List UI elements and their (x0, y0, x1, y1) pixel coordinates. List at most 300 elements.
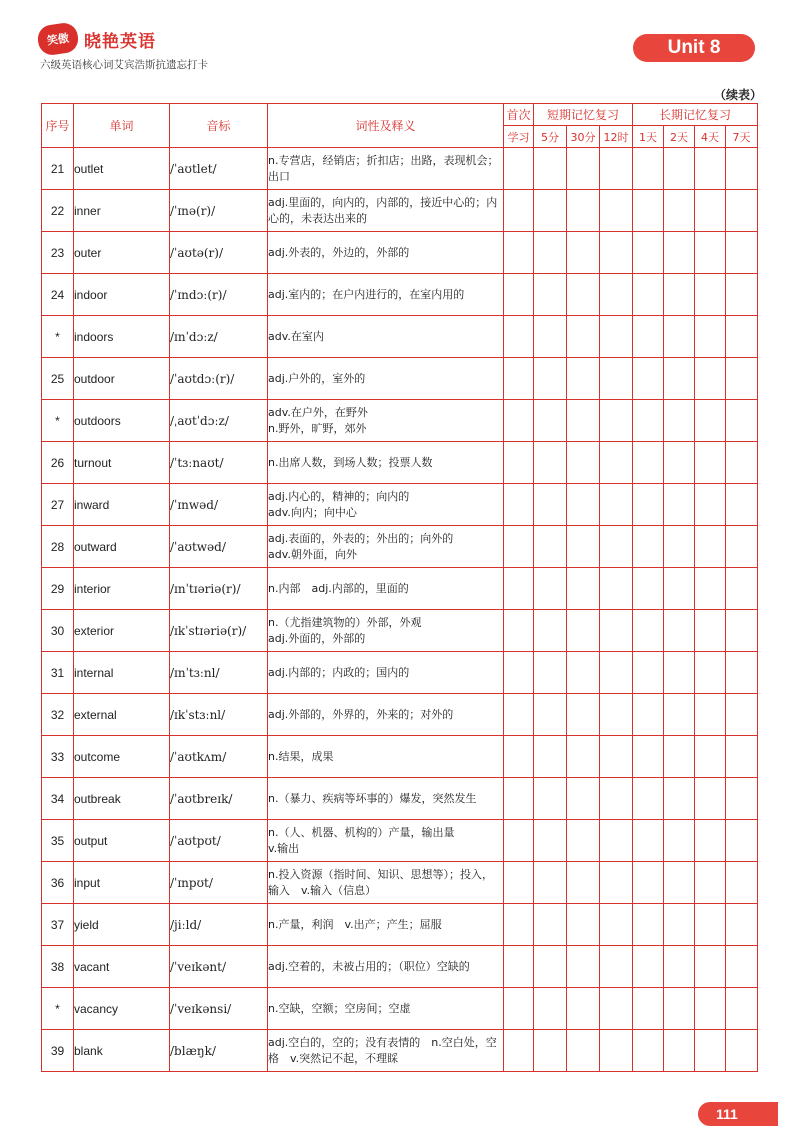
header-seq: 序号 (42, 104, 74, 148)
checkin-box[interactable] (726, 988, 758, 1030)
table-row (42, 988, 758, 1030)
checkin-box[interactable] (695, 652, 726, 694)
page-number: 111 (698, 1102, 778, 1126)
table-row (42, 946, 758, 988)
checkin-box[interactable] (633, 610, 664, 652)
table-row (42, 904, 758, 946)
table-row (42, 736, 758, 778)
header-30min: 30分 (567, 126, 600, 148)
checkin-box[interactable] (726, 274, 758, 316)
checkin-box[interactable] (726, 652, 758, 694)
checkin-box[interactable] (504, 652, 534, 694)
continued-label: （续表） (714, 88, 763, 102)
checkin-box[interactable] (504, 484, 534, 526)
table-row (42, 316, 758, 358)
checkin-box[interactable] (504, 232, 534, 274)
word-cell: outbreak (74, 778, 170, 820)
checkin-box[interactable] (695, 526, 726, 568)
checkin-box[interactable] (695, 484, 726, 526)
definition-cell: n.内部 adj.内部的，里面的 (268, 568, 504, 610)
checkin-box[interactable] (726, 904, 758, 946)
word-cell: outlet (74, 148, 170, 190)
header-long-term: 长期记忆复习 (633, 104, 758, 126)
checkin-box[interactable] (695, 274, 726, 316)
phonetic-cell: /ˌaʊtˈdɔːz/ (170, 400, 268, 442)
word-cell: interior (74, 568, 170, 610)
row-number: 21 (42, 148, 74, 190)
table-row (42, 694, 758, 736)
checkin-box[interactable] (504, 904, 534, 946)
definition-cell: adj.空白的，空的；没有表情的 n.空白处，空格 v.突然记不起，不理睬 (268, 1030, 504, 1072)
definition-cell: adj.外表的，外边的，外部的 (268, 232, 504, 274)
checkin-box[interactable] (600, 610, 633, 652)
checkin-box[interactable] (600, 1030, 633, 1072)
row-number: 30 (42, 610, 74, 652)
checkin-box[interactable] (664, 904, 695, 946)
checkin-box[interactable] (695, 862, 726, 904)
checkin-box[interactable] (504, 358, 534, 400)
definition-cell: n.（尤指建筑物的）外部，外观 adj.外面的，外部的 (268, 610, 504, 652)
brand-name: 晓艳英语 (84, 31, 156, 52)
checkin-box[interactable] (726, 484, 758, 526)
checkin-box[interactable] (726, 862, 758, 904)
checkin-box[interactable] (504, 568, 534, 610)
checkin-box[interactable] (695, 568, 726, 610)
header-4day: 4天 (695, 126, 726, 148)
checkin-box[interactable] (633, 694, 664, 736)
checkin-box[interactable] (567, 526, 600, 568)
checkin-box[interactable] (567, 484, 600, 526)
checkin-box[interactable] (504, 148, 534, 190)
checkin-box[interactable] (534, 736, 567, 778)
checkin-box[interactable] (664, 274, 695, 316)
definition-cell: n.产量，利润 v.出产；产生；屈服 (268, 904, 504, 946)
row-number: * (42, 988, 74, 1030)
phonetic-cell: /ˈaʊtkʌm/ (170, 736, 268, 778)
checkin-box[interactable] (695, 232, 726, 274)
checkin-box[interactable] (695, 190, 726, 232)
checkin-box[interactable] (600, 988, 633, 1030)
checkin-box[interactable] (600, 694, 633, 736)
checkin-box[interactable] (633, 820, 664, 862)
row-number: 38 (42, 946, 74, 988)
word-cell: outward (74, 526, 170, 568)
phonetic-cell: /ˈaʊtlet/ (170, 148, 268, 190)
checkin-box[interactable] (695, 988, 726, 1030)
checkin-box[interactable] (534, 904, 567, 946)
checkin-box[interactable] (726, 442, 758, 484)
checkin-box[interactable] (726, 400, 758, 442)
checkin-box[interactable] (695, 358, 726, 400)
phonetic-cell: /ɪkˈstɪəriə(r)/ (170, 610, 268, 652)
checkin-box[interactable] (726, 694, 758, 736)
checkin-box[interactable] (695, 400, 726, 442)
checkin-box[interactable] (534, 946, 567, 988)
checkin-box[interactable] (633, 778, 664, 820)
checkin-box[interactable] (567, 862, 600, 904)
word-cell: vacant (74, 946, 170, 988)
checkin-box[interactable] (504, 316, 534, 358)
phonetic-cell: /ɪkˈstɜːnl/ (170, 694, 268, 736)
checkin-box[interactable] (633, 904, 664, 946)
row-number: 26 (42, 442, 74, 484)
checkin-box[interactable] (633, 316, 664, 358)
phonetic-cell: /ɪnˈtɪəriə(r)/ (170, 568, 268, 610)
row-number: 39 (42, 1030, 74, 1072)
checkin-box[interactable] (664, 484, 695, 526)
word-cell: external (74, 694, 170, 736)
checkin-box[interactable] (664, 946, 695, 988)
checkin-box[interactable] (695, 820, 726, 862)
row-number: 24 (42, 274, 74, 316)
checkin-box[interactable] (600, 148, 633, 190)
checkin-box[interactable] (600, 652, 633, 694)
checkin-box[interactable] (600, 400, 633, 442)
table-row (42, 190, 758, 232)
phonetic-cell: /ˈtɜːnaʊt/ (170, 442, 268, 484)
table-row (42, 274, 758, 316)
checkin-box[interactable] (633, 442, 664, 484)
checkin-box[interactable] (567, 820, 600, 862)
checkin-box[interactable] (534, 1030, 567, 1072)
checkin-box[interactable] (695, 904, 726, 946)
checkin-box[interactable] (695, 946, 726, 988)
checkin-box[interactable] (567, 1030, 600, 1072)
definition-cell: n.结果，成果 (268, 736, 504, 778)
checkin-box[interactable] (600, 442, 633, 484)
checkin-box[interactable] (600, 232, 633, 274)
checkin-box[interactable] (600, 904, 633, 946)
definition-cell: adj.表面的，外表的；外出的；向外的 adv.朝外面，向外 (268, 526, 504, 568)
header-word: 单词 (74, 104, 170, 148)
word-cell: turnout (74, 442, 170, 484)
word-cell: outer (74, 232, 170, 274)
checkin-box[interactable] (600, 568, 633, 610)
checkin-box[interactable] (600, 526, 633, 568)
checkin-box[interactable] (664, 820, 695, 862)
checkin-box[interactable] (633, 526, 664, 568)
phonetic-cell: /jiːld/ (170, 904, 268, 946)
checkin-box[interactable] (504, 820, 534, 862)
word-cell: inner (74, 190, 170, 232)
definition-cell: n.出席人数，到场人数；投票人数 (268, 442, 504, 484)
checkin-box[interactable] (633, 148, 664, 190)
checkin-box[interactable] (567, 442, 600, 484)
checkin-box[interactable] (664, 988, 695, 1030)
checkin-box[interactable] (664, 610, 695, 652)
checkin-box[interactable] (567, 778, 600, 820)
checkin-box[interactable] (726, 820, 758, 862)
checkin-box[interactable] (664, 442, 695, 484)
checkin-box[interactable] (726, 946, 758, 988)
phonetic-cell: /ˈɪnwəd/ (170, 484, 268, 526)
checkin-box[interactable] (664, 316, 695, 358)
phonetic-cell: /ˈaʊtə(r)/ (170, 232, 268, 274)
checkin-box[interactable] (534, 862, 567, 904)
header-5min: 5分 (534, 126, 567, 148)
phonetic-cell: /ˈɪndɔː(r)/ (170, 274, 268, 316)
checkin-box[interactable] (567, 736, 600, 778)
checkin-box[interactable] (567, 988, 600, 1030)
checkin-box[interactable] (534, 190, 567, 232)
checkin-box[interactable] (504, 526, 534, 568)
checkin-box[interactable] (534, 988, 567, 1030)
phonetic-cell: /blæŋk/ (170, 1030, 268, 1072)
checkin-box[interactable] (726, 358, 758, 400)
row-number: 34 (42, 778, 74, 820)
row-number: 27 (42, 484, 74, 526)
checkin-box[interactable] (534, 694, 567, 736)
table-row (42, 148, 758, 190)
checkin-box[interactable] (504, 1030, 534, 1072)
row-number: 29 (42, 568, 74, 610)
checkin-box[interactable] (534, 778, 567, 820)
book-subtitle: 六级英语核心词艾宾浩斯抗遗忘打卡 (40, 59, 208, 71)
table-row (42, 862, 758, 904)
word-cell: internal (74, 652, 170, 694)
checkin-box[interactable] (567, 694, 600, 736)
checkin-box[interactable] (534, 568, 567, 610)
checkin-box[interactable] (726, 568, 758, 610)
definition-cell: adv.在室内 (268, 316, 504, 358)
checkin-box[interactable] (534, 526, 567, 568)
checkin-box[interactable] (567, 610, 600, 652)
header-12h: 12时 (600, 126, 633, 148)
checkin-box[interactable] (534, 820, 567, 862)
header-first-bottom: 学习 (504, 126, 534, 148)
checkin-box[interactable] (567, 316, 600, 358)
definition-cell: adj.空着的，未被占用的；（职位）空缺的 (268, 946, 504, 988)
checkin-box[interactable] (664, 652, 695, 694)
checkin-box[interactable] (633, 862, 664, 904)
checkin-box[interactable] (633, 652, 664, 694)
checkin-box[interactable] (504, 988, 534, 1030)
checkin-box[interactable] (504, 400, 534, 442)
row-number: 28 (42, 526, 74, 568)
checkin-box[interactable] (664, 232, 695, 274)
definition-cell: adj.室内的；在户内进行的，在室内用的 (268, 274, 504, 316)
checkin-box[interactable] (504, 946, 534, 988)
checkin-box[interactable] (600, 484, 633, 526)
row-number: 23 (42, 232, 74, 274)
table-row (42, 652, 758, 694)
checkin-box[interactable] (664, 736, 695, 778)
definition-cell: adj.外部的，外界的，外来的；对外的 (268, 694, 504, 736)
definition-cell: n.（暴力、疾病等坏事的）爆发，突然发生 (268, 778, 504, 820)
checkin-box[interactable] (726, 736, 758, 778)
checkin-box[interactable] (534, 274, 567, 316)
phonetic-cell: /ˈaʊtdɔː(r)/ (170, 358, 268, 400)
checkin-box[interactable] (534, 610, 567, 652)
checkin-box[interactable] (600, 190, 633, 232)
checkin-box[interactable] (633, 358, 664, 400)
header-short-term: 短期记忆复习 (534, 104, 633, 126)
checkin-box[interactable] (534, 358, 567, 400)
checkin-box[interactable] (504, 736, 534, 778)
checkin-box[interactable] (664, 358, 695, 400)
checkin-box[interactable] (633, 568, 664, 610)
word-cell: outdoor (74, 358, 170, 400)
checkin-box[interactable] (534, 148, 567, 190)
table-row (42, 484, 758, 526)
checkin-box[interactable] (726, 610, 758, 652)
definition-cell: n.投入资源（指时间、知识、思想等）；投入，输入 v.输入（信息） (268, 862, 504, 904)
row-number: 22 (42, 190, 74, 232)
vocabulary-table (41, 103, 758, 1072)
checkin-box[interactable] (633, 190, 664, 232)
word-cell: vacancy (74, 988, 170, 1030)
checkin-box[interactable] (664, 148, 695, 190)
header-ipa: 音标 (170, 104, 268, 148)
checkin-box[interactable] (567, 904, 600, 946)
checkin-box[interactable] (695, 736, 726, 778)
phonetic-cell: /ˈaʊtbreɪk/ (170, 778, 268, 820)
checkin-box[interactable] (600, 778, 633, 820)
header-2day: 2天 (664, 126, 695, 148)
logo-badge: 笑傲 (36, 21, 80, 56)
checkin-box[interactable] (534, 652, 567, 694)
checkin-box[interactable] (633, 988, 664, 1030)
checkin-box[interactable] (567, 274, 600, 316)
phonetic-cell: /ˈveɪkənt/ (170, 946, 268, 988)
checkin-box[interactable] (567, 400, 600, 442)
row-number: 36 (42, 862, 74, 904)
checkin-box[interactable] (726, 190, 758, 232)
checkin-box[interactable] (504, 190, 534, 232)
checkin-box[interactable] (567, 190, 600, 232)
checkin-box[interactable] (504, 862, 534, 904)
checkin-box[interactable] (600, 316, 633, 358)
checkin-box[interactable] (664, 400, 695, 442)
word-cell: yield (74, 904, 170, 946)
checkin-box[interactable] (567, 148, 600, 190)
table-row (42, 568, 758, 610)
checkin-box[interactable] (504, 610, 534, 652)
table-row (42, 358, 758, 400)
word-cell: outdoors (74, 400, 170, 442)
checkin-box[interactable] (726, 232, 758, 274)
checkin-box[interactable] (600, 736, 633, 778)
checkin-box[interactable] (726, 1030, 758, 1072)
checkin-box[interactable] (664, 568, 695, 610)
checkin-box[interactable] (600, 358, 633, 400)
checkin-box[interactable] (600, 274, 633, 316)
checkin-box[interactable] (695, 694, 726, 736)
definition-cell: n.（人、机器、机构的）产量，输出量 v.输出 (268, 820, 504, 862)
checkin-box[interactable] (534, 484, 567, 526)
checkin-box[interactable] (600, 820, 633, 862)
phonetic-cell: /ˈaʊtwəd/ (170, 526, 268, 568)
checkin-box[interactable] (567, 652, 600, 694)
checkin-box[interactable] (633, 484, 664, 526)
checkin-box[interactable] (504, 442, 534, 484)
table-row (42, 232, 758, 274)
checkin-box[interactable] (664, 694, 695, 736)
checkin-box[interactable] (695, 442, 726, 484)
row-number: 32 (42, 694, 74, 736)
row-number: 35 (42, 820, 74, 862)
checkin-box[interactable] (695, 316, 726, 358)
checkin-box[interactable] (633, 736, 664, 778)
checkin-box[interactable] (504, 778, 534, 820)
checkin-box[interactable] (534, 400, 567, 442)
word-cell: exterior (74, 610, 170, 652)
checkin-box[interactable] (567, 232, 600, 274)
checkin-box[interactable] (534, 232, 567, 274)
checkin-box[interactable] (664, 778, 695, 820)
row-number: * (42, 316, 74, 358)
unit-badge: Unit 8 (633, 34, 755, 62)
checkin-box[interactable] (726, 526, 758, 568)
table-row (42, 778, 758, 820)
word-cell: input (74, 862, 170, 904)
definition-cell: n.专营店，经销店；折扣店；出路，表现机会；出口 (268, 148, 504, 190)
phonetic-cell: /ɪnˈdɔːz/ (170, 316, 268, 358)
checkin-box[interactable] (600, 946, 633, 988)
checkin-box[interactable] (633, 232, 664, 274)
checkin-box[interactable] (664, 1030, 695, 1072)
checkin-box[interactable] (633, 274, 664, 316)
checkin-box[interactable] (600, 862, 633, 904)
checkin-box[interactable] (504, 694, 534, 736)
row-number: 37 (42, 904, 74, 946)
checkin-box[interactable] (695, 610, 726, 652)
header-definition: 词性及释义 (268, 104, 504, 148)
definition-cell: adj.内部的；内政的；国内的 (268, 652, 504, 694)
table-row (42, 526, 758, 568)
checkin-box[interactable] (534, 442, 567, 484)
row-number: 33 (42, 736, 74, 778)
checkin-box[interactable] (534, 316, 567, 358)
definition-cell: n.空缺，空额；空房间；空虚 (268, 988, 504, 1030)
table-row (42, 1030, 758, 1072)
phonetic-cell: /ˈveɪkənsi/ (170, 988, 268, 1030)
word-cell: inward (74, 484, 170, 526)
checkin-box[interactable] (726, 316, 758, 358)
checkin-box[interactable] (567, 568, 600, 610)
header-first-top: 首次 (504, 104, 534, 126)
table-row (42, 442, 758, 484)
checkin-box[interactable] (633, 946, 664, 988)
checkin-box[interactable] (567, 946, 600, 988)
definition-cell: adj.里面的，向内的，内部的，接近中心的；内心的，未表达出来的 (268, 190, 504, 232)
table-row (42, 610, 758, 652)
checkin-box[interactable] (504, 274, 534, 316)
checkin-box[interactable] (633, 1030, 664, 1072)
table-row (42, 820, 758, 862)
phonetic-cell: /ˈɪnpʊt/ (170, 862, 268, 904)
checkin-box[interactable] (664, 862, 695, 904)
checkin-box[interactable] (726, 778, 758, 820)
checkin-box[interactable] (695, 1030, 726, 1072)
checkin-box[interactable] (664, 526, 695, 568)
checkin-box[interactable] (664, 190, 695, 232)
checkin-box[interactable] (567, 358, 600, 400)
word-cell: indoors (74, 316, 170, 358)
row-number: 31 (42, 652, 74, 694)
phonetic-cell: /ˈaʊtpʊt/ (170, 820, 268, 862)
header-7day: 7天 (726, 126, 758, 148)
checkin-box[interactable] (726, 148, 758, 190)
word-cell: blank (74, 1030, 170, 1072)
checkin-box[interactable] (633, 400, 664, 442)
definition-cell: adj.户外的，室外的 (268, 358, 504, 400)
word-cell: indoor (74, 274, 170, 316)
row-number: 25 (42, 358, 74, 400)
checkin-box[interactable] (695, 148, 726, 190)
definition-cell: adv.在户外，在野外 n.野外，旷野，郊外 (268, 400, 504, 442)
checkin-box[interactable] (695, 778, 726, 820)
